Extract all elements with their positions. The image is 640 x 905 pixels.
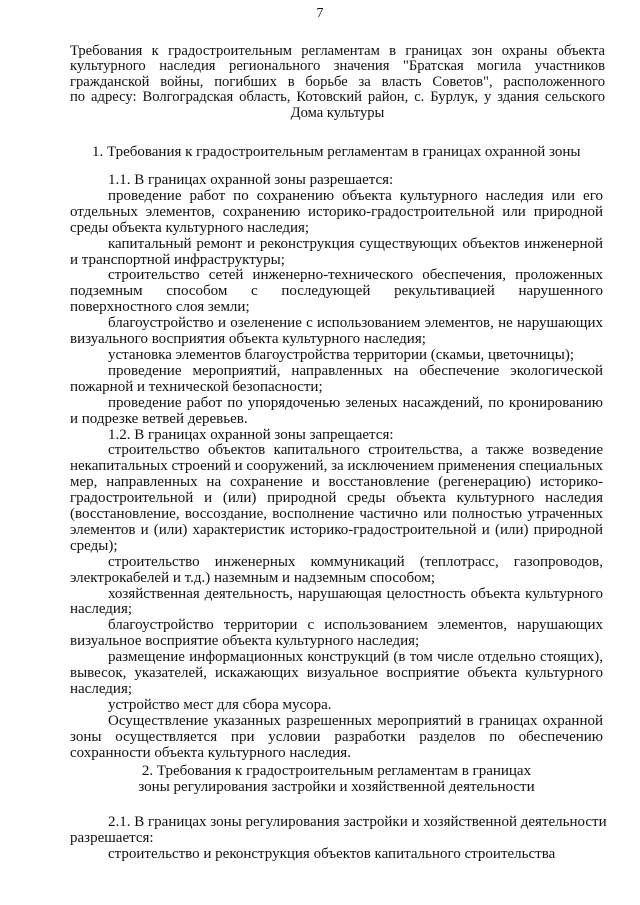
paragraph — [70, 348, 603, 364]
title-line: гражданской войны, погибших в борьбе за власть Советов", расположенного — [70, 73, 605, 90]
paragraph — [70, 618, 603, 650]
paragraph — [70, 698, 603, 714]
paragraph — [70, 428, 603, 444]
paragraph-line: проведение мероприятий, направленных на обеспечение экологической — [108, 362, 603, 379]
paragraph-line: визуального восприятия объекта культурного наследия; — [70, 331, 426, 348]
paragraph-line: Осуществление указанных разрешенных мероприятий в границах охранной — [108, 712, 603, 729]
paragraph-line: строительство и реконструкция объектов капитального строительства — [108, 845, 556, 862]
paragraph-line: благоустройство и озеленение с использованием элементов, не нарушающих — [108, 315, 603, 332]
paragraph-line: размещение информационных конструкций (в том числе отдельно стоящих), — [108, 649, 603, 666]
paragraph-line: проведение работ по упорядоченью зеленых насаждений, по кронированию — [108, 394, 603, 411]
paragraph-line: строительство сетей инженерно-технического обеспечения, проложенных — [108, 267, 603, 284]
paragraph-line: разрешается: — [70, 829, 154, 846]
paragraph-line: и транспортной инфраструктуры; — [70, 251, 285, 268]
paragraph-line: благоустройство территории с использованием элементов, нарушающих — [108, 617, 603, 634]
paragraph-line: зоны осуществляется при условии разработки разделов по обеспечению — [70, 728, 603, 745]
paragraph — [70, 316, 603, 348]
paragraph — [70, 847, 603, 863]
paragraph — [70, 714, 603, 762]
document-title — [70, 44, 605, 121]
paragraph-line: наследия; — [70, 601, 133, 618]
paragraph-line: среды объекта культурного наследия; — [70, 219, 310, 236]
paragraph-line: среды); — [70, 537, 118, 554]
paragraph — [70, 173, 603, 189]
paragraph — [70, 268, 603, 316]
page-number: 7 — [316, 6, 324, 21]
paragraph-line: устройство мест для сбора мусора. — [108, 696, 332, 713]
paragraph — [70, 189, 603, 237]
section-2-heading-line: 2. Требования к градостроительным регламентам в границах — [141, 763, 532, 779]
paragraph-line: проведение работ по сохранению объекта культурного наследия или его — [108, 187, 603, 204]
title-line: по адресу: Волгоградская область, Котовский район, с. Бурлук, у здания сельского — [70, 89, 605, 106]
paragraph-line: (восстановление, воссоздание, восполнение частично или полностью утраченных — [70, 506, 603, 523]
paragraph — [70, 587, 603, 619]
paragraph-line: строительство объектов капитального строительства, а также возведение — [108, 442, 603, 459]
paragraph-line: сохранности объекта культурного наследия. — [70, 744, 351, 761]
paragraph-line: 1.2. В границах охранной зоны запрещается: — [108, 426, 394, 443]
paragraph-line: мер, направленных на сохранение и восстановление (регенерацию) историко- — [70, 474, 603, 491]
paragraph-line: элементов и (или) характеристик историко-градостроительной и (или) природной — [70, 521, 603, 538]
paragraph — [70, 443, 603, 554]
section-2-body — [70, 814, 607, 863]
paragraph-line: установка элементов благоустройства территории (скамьи, цветочницы); — [108, 346, 574, 363]
paragraph-line: отдельных элементов, сохранению историко-градостроительной или природной — [70, 203, 603, 220]
section-1-heading: 1. Требования к градостроительным регламентам в границах охранной зоны — [92, 144, 581, 160]
paragraph-line: наследия; — [70, 681, 133, 697]
paragraph — [70, 364, 603, 396]
paragraph-line: пожарной и технической безопасности; — [70, 378, 323, 395]
paragraph — [70, 237, 603, 269]
paragraph-line: 1.1. В границах охранной зоны разрешается: — [108, 172, 394, 188]
paragraph — [70, 396, 603, 428]
paragraph-line: визуальное восприятие объекта культурного наследия; — [70, 633, 420, 650]
paragraph-line: градостроительной и (или) природной среды объекта культурного наследия — [70, 490, 603, 507]
paragraph-line: строительство инженерных коммуникаций (теплотрасс, газопроводов, — [108, 553, 603, 570]
title-line: Дома культуры — [290, 104, 385, 121]
paragraph-line: поверхностного слоя земли; — [70, 299, 250, 316]
paragraph-line: хозяйственная деятельность, нарушающая целостность объекта культурного — [108, 585, 603, 602]
paragraph-line: капитальный ремонт и реконструкция существующих объектов инженерной — [108, 235, 603, 252]
section-2-heading — [70, 763, 603, 795]
paragraph — [70, 555, 603, 587]
section-1-body — [70, 173, 603, 762]
paragraph-line: 2.1. В границах зоны регулирования застройки и хозяйственной деятельности — [108, 814, 607, 830]
title-line: Требования к градостроительным регламентам в границах зон охраны объекта — [70, 43, 605, 59]
paragraph — [70, 650, 603, 698]
paragraph-line: вывесок, указателей, искажающих визуальное восприятие объекта культурного — [70, 665, 603, 682]
paragraph-line: и подрезке ветвей деревьев. — [70, 410, 248, 427]
paragraph-line: электрокабелей и т.д.) наземным и надземным способом; — [70, 569, 435, 586]
paragraph — [70, 814, 607, 847]
title-line: культурного наследия регионального значения "Братская могила участников — [70, 58, 605, 75]
paragraph-line: некапитальных строений и сооружений, за исключением применения специальных — [70, 458, 603, 475]
section-2-heading-line: зоны регулирования застройки и хозяйственной деятельности — [138, 779, 535, 795]
paragraph-line: подземным способом с последующей рекультивацией нарушенного — [70, 283, 603, 300]
